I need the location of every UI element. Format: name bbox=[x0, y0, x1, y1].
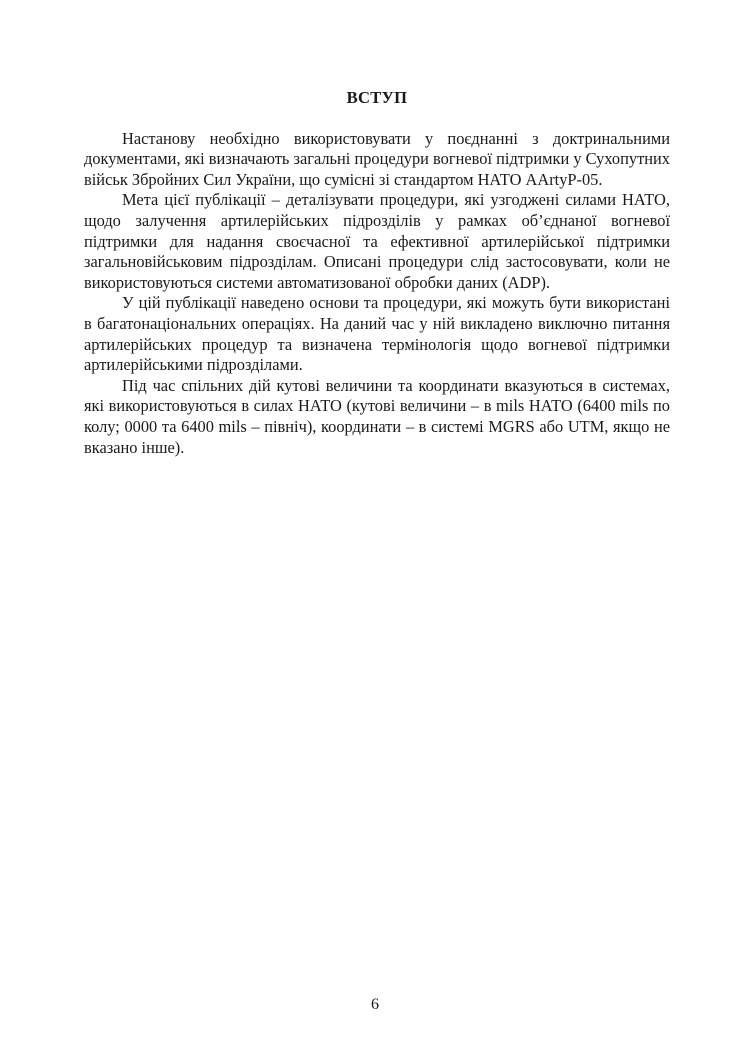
paragraph-1: Настанову необхідно використовувати у поєднанні з доктринальними документами, які визначають загальні процедури вогневої підтримки у Сухопутних військ Збройних Сил України, що сумісні зі стандартом НАТО AArtyP-05. bbox=[84, 128, 670, 189]
paragraph-4: Під час спільних дій кутові величини та координати вказуються в системах, які використовуються в силах НАТО (кутові величини – в mils НАТО (6400 mils по колу; 0000 та 6400 mils – північ), координати – в системі MGRS або UTM, якщо не вказано інше). bbox=[84, 375, 670, 457]
section-title: ВСТУП bbox=[346, 88, 408, 107]
paragraph-2: Мета цієї публікації – деталізувати процедури, які узгоджені силами НАТО, щодо залучення артилерійських підрозділів у рамках об’єднаної вогневої підтримки для надання своєчасної та ефективної артилерійської підтримки загальновійськовим підрозділам. Описані процедури слід застосовувати, коли не використовуються системи автоматизованої обробки даних (ADP). bbox=[84, 190, 670, 292]
page-number: 6 bbox=[371, 996, 379, 1013]
document-body bbox=[84, 88, 670, 458]
paragraph-3: У цій публікації наведено основи та процедури, які можуть бути використані в багатонаціональних операціях. На даний час у ній викладено виключно питання артилерійських процедур та визначена термінологія щодо вогневої підтримки артилерійськими підрозділами. bbox=[84, 293, 670, 375]
